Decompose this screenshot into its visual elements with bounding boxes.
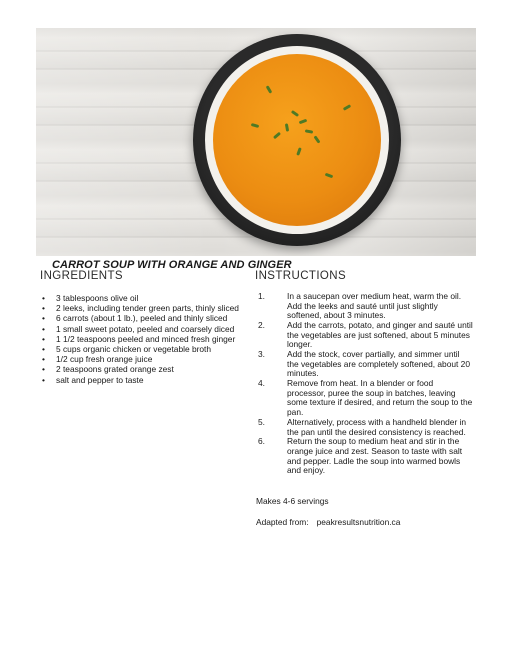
instructions-heading: INSTRUCTIONS [255, 270, 347, 282]
soup-bowl [193, 34, 401, 246]
step-number: 3. [258, 349, 265, 360]
ingredient-item [40, 334, 252, 344]
ingredient-text: 3 tablespoons olive oil [56, 293, 139, 303]
instruction-step [258, 321, 473, 350]
herb-garnish [296, 147, 302, 156]
bullet-icon: • [42, 313, 45, 324]
step-number: 4. [258, 378, 265, 389]
step-number: 5. [258, 416, 265, 427]
step-text: Add the stock, cover partially, and simmer until the vegetables are completely softened, about 20 minutes. [287, 349, 470, 379]
bullet-icon: • [42, 364, 45, 375]
herb-garnish [291, 110, 299, 117]
bullet-icon: • [42, 293, 45, 303]
step-number: 2. [258, 320, 265, 331]
ingredient-item [40, 344, 252, 354]
carrot-soup [213, 54, 381, 226]
ingredient-item [40, 293, 252, 303]
instruction-step [258, 292, 473, 321]
instruction-step [258, 418, 473, 437]
herb-garnish [325, 173, 334, 179]
ingredient-text: 1/2 cup fresh orange juice [56, 354, 153, 365]
ingredient-item [40, 313, 252, 323]
ingredient-text: 6 carrots (about 1 lb.), peeled and thinly sliced [56, 313, 228, 324]
step-text: Alternatively, process with a handheld blender in the pan until the desired consistency is reached. [287, 416, 467, 437]
ingredient-text: 1 small sweet potato, peeled and coarsely diced [56, 323, 235, 334]
step-number: 6. [258, 436, 265, 447]
herb-garnish [313, 135, 320, 143]
ingredient-text: 2 teaspoons grated orange zest [56, 364, 174, 375]
ingredient-item [40, 354, 252, 364]
herb-garnish [251, 123, 260, 128]
instruction-step [258, 350, 473, 379]
ingredient-text: 1 1/2 teaspoons peeled and minced fresh ginger [56, 333, 236, 344]
bullet-icon: • [42, 374, 45, 385]
adapted-label: Adapted from: [256, 517, 309, 527]
ingredient-text: salt and pepper to taste [56, 374, 144, 385]
bullet-icon: • [42, 354, 45, 365]
bullet-icon: • [42, 344, 45, 355]
ingredient-item [40, 375, 252, 385]
step-text: Return the soup to medium heat and stir in the orange juice and zest. Season to taste with salt and pepper. Ladle the soup into warmed bowls and enjoy. [287, 436, 463, 476]
herb-garnish [343, 104, 351, 111]
ingredient-text: 5 cups organic chicken or vegetable broth [56, 344, 212, 355]
ingredients-list [40, 293, 252, 385]
instruction-step [258, 379, 473, 417]
herb-garnish [273, 132, 281, 139]
step-number: 1. [258, 291, 265, 301]
instruction-step [258, 437, 473, 475]
step-text: In a saucepan over medium heat, warm the oil. Add the leeks and sauté until just slightly softened, about 3 minutes. [287, 291, 462, 321]
step-text: Remove from heat. In a blender or food processor, puree the soup in batches, leaving some texture if desired, and return the soup to the pan. [287, 378, 473, 418]
soup-photo [36, 28, 476, 256]
ingredient-text: 2 leeks, including tender green parts, thinly sliced [56, 303, 239, 314]
ingredient-item [40, 324, 252, 334]
bullet-icon: • [42, 303, 45, 314]
bullet-icon: • [42, 323, 45, 334]
instructions-list [258, 292, 473, 476]
ingredients-heading: INGREDIENTS [40, 270, 123, 282]
herb-garnish [266, 85, 273, 93]
herb-garnish [285, 123, 289, 131]
source-credit [256, 517, 400, 527]
servings-text: Makes 4-6 servings [256, 496, 329, 506]
ingredient-item [40, 303, 252, 313]
ingredient-item [40, 364, 252, 374]
herb-garnish [299, 119, 308, 125]
bullet-icon: • [42, 333, 45, 344]
bowl-rim [205, 46, 389, 234]
recipe-title: CARROT SOUP WITH ORANGE AND GINGER [52, 259, 292, 271]
source-link: peakresultsnutrition.ca [316, 517, 401, 527]
step-text: Add the carrots, potato, and ginger and sauté until the vegetables are just softened, about 5 minutes longer. [287, 320, 473, 350]
herb-garnish [305, 129, 313, 133]
